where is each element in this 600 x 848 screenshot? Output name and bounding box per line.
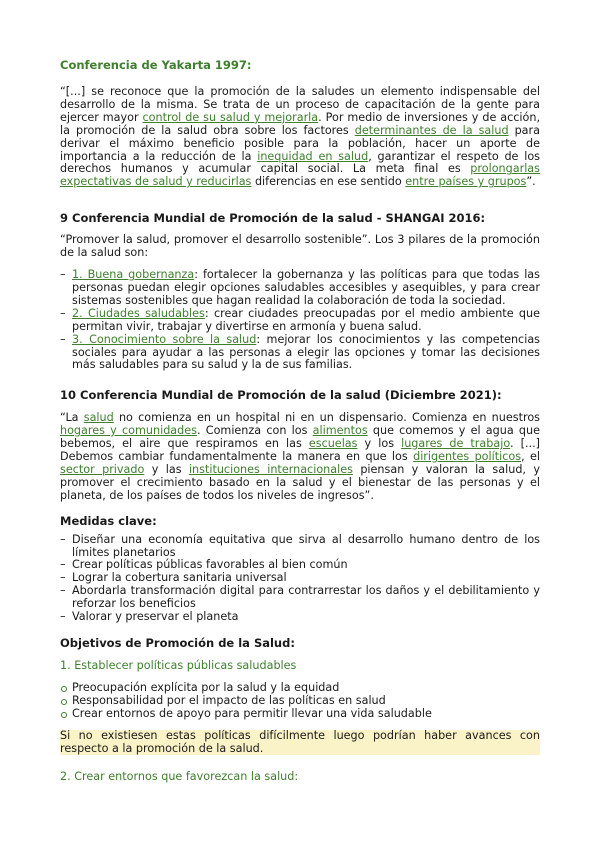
link-hogares[interactable]: hogares y comunidades (60, 424, 197, 438)
medida-item: – Lograr la cobertura sanitaria universal (60, 572, 540, 585)
objetivo-item: Preocupación explícita por la salud y la equidad (60, 682, 540, 695)
objetivo-1-list (60, 682, 540, 721)
link-control-salud[interactable]: control de su salud y mejorarla (142, 110, 319, 124)
link-alimentos[interactable]: alimentos (312, 424, 368, 438)
medida-item: – Abordarla transformación digital para contrarrestar los daños y el debilitamiento y reforzar los beneficios (60, 585, 540, 611)
text-run: y los (357, 437, 402, 451)
pillar-text: : fortalecer la gobernanza y las políticas para que todas las personas puedan elegir opciones saludables accesibles y asequibles, y para crear sistemas sostenibles que hagan realidad la colaboración de toda la sociedad. (72, 268, 540, 307)
text-run: . Comienza con los (196, 424, 313, 438)
section-title-10: 10 Conferencia Mundial de Promoción de la salud (Diciembre 2021): (60, 388, 502, 403)
link-buena-gobernanza[interactable]: 1. Buena gobernanza (72, 268, 195, 282)
pillar-item (60, 308, 540, 334)
text-run: “La (60, 411, 84, 425)
text-run: que comemos y el agua que bebemos, el aire que respiramos en las (60, 424, 540, 451)
objetivo-1-subtitle: 1. Establecer políticas públicas saludables (60, 659, 297, 672)
yakarta-quote (60, 86, 540, 189)
section-shangai (60, 211, 540, 372)
medida-item: – Crear políticas públicas favorables al bien común (60, 559, 540, 572)
link-sector-privado[interactable]: sector privado (60, 462, 145, 476)
text-run: ”. (526, 175, 536, 189)
medidas-list (60, 534, 540, 624)
conferencia-10-quote (60, 412, 540, 502)
link-ciudades-saludables[interactable]: 2. Ciudades saludables (72, 306, 205, 320)
pillars-list (60, 269, 540, 372)
text-run: piensan y valoran la salud, y promover el crecimiento basado en la salud y el bienestar de las personas y el planeta, de los países de todos los niveles de ingresos”. (60, 462, 540, 502)
section-yakarta (60, 58, 540, 189)
section-title-yakarta: Conferencia de Yakarta 1997: (60, 58, 252, 72)
link-lugares-trabajo[interactable]: lugares de trabajo (401, 437, 510, 451)
shangai-intro: “Promover la salud, promover el desarrollo sostenible”. Los 3 pilares de la promoción de la salud son: (60, 233, 540, 260)
pillar-item (60, 334, 540, 373)
section-title-shangai: 9 Conferencia Mundial de Promoción de la salud - SHANGAI 2016: (60, 211, 486, 226)
text-run: no comienza en un hospital ni en un dispensario. Comienza en nuestros (113, 411, 540, 425)
objetivos-title: Objetivos de Promoción de la Salud: (60, 636, 295, 650)
highlighted-note: Si no existiesen estas políticas difícilmente luego podrían haber avances con respecto a la promoción de la salud. (60, 728, 540, 755)
section-objetivos (60, 636, 540, 784)
link-salud[interactable]: salud (83, 411, 114, 425)
pillar-text: : crear ciudades preocupadas por el medio ambiente que permitan vivir, trabajar y divertirse en armonía y buena salud. (72, 306, 540, 333)
pillar-item (60, 269, 540, 308)
text-run: diferencias en ese sentido (251, 175, 406, 189)
link-dirigentes[interactable]: dirigentes políticos (413, 450, 522, 464)
medida-item: – Diseñar una economía equitativa que sirva al desarrollo humano dentro de los límites planetarios (60, 534, 540, 560)
text-run: “[...] se reconoce que la promoción de la saludes un elemento indispensable del desarrollo de la misma. Se trata de un proceso de capacitación de la gente para ejercer mayor (60, 85, 540, 124)
medidas-title: Medidas clave: (60, 513, 157, 528)
section-10-conferencia (60, 388, 540, 502)
text-run: y las (144, 462, 189, 476)
section-medidas (60, 514, 540, 624)
link-instituciones[interactable]: instituciones internacionales (188, 462, 353, 476)
text-run: , garantizar el respeto de los derechos humanos y acumular capital social. La meta final es (60, 149, 540, 176)
link-escuelas[interactable]: escuelas (308, 437, 358, 451)
link-inequidad[interactable]: inequidad en salud (257, 149, 369, 163)
text-run: . Por medio de inversiones y de acción, la promoción de la salud obra sobre los factores (60, 110, 540, 137)
pillar-text: : mejorar los conocimientos y las competencias sociales para ayudar a las personas a elegir las opciones y tomar las decisiones más saludables para su salud y la de sus familias. (72, 332, 540, 372)
link-conocimiento-salud[interactable]: 3. Conocimiento sobre la salud (72, 332, 257, 346)
document-page (60, 54, 540, 784)
objetivo-2-subtitle: 2. Crear entornos que favorezcan la salud: (60, 770, 299, 784)
link-determinantes[interactable]: determinantes de la salud (354, 123, 509, 137)
text-run: . [...] Debemos cambiar fundamentalmente la manera en que los (60, 437, 540, 464)
text-run: para derivar el máximo beneficio posible para la población, hacer un aporte de importancia a la reducción de la (60, 123, 540, 163)
text-run: , el (521, 450, 540, 464)
objetivo-item: Crear entornos de apoyo para permitir llevar una vida saludable (60, 708, 540, 721)
medida-item: – Valorar y preservar el planeta (60, 611, 540, 624)
objetivo-item: Responsabilidad por el impacto de las políticas en salud (60, 695, 540, 708)
link-expectativas[interactable]: prolongarlas expectativas de salud y reducirlas (60, 162, 540, 189)
link-paises-grupos[interactable]: entre países y grupos (405, 175, 527, 189)
